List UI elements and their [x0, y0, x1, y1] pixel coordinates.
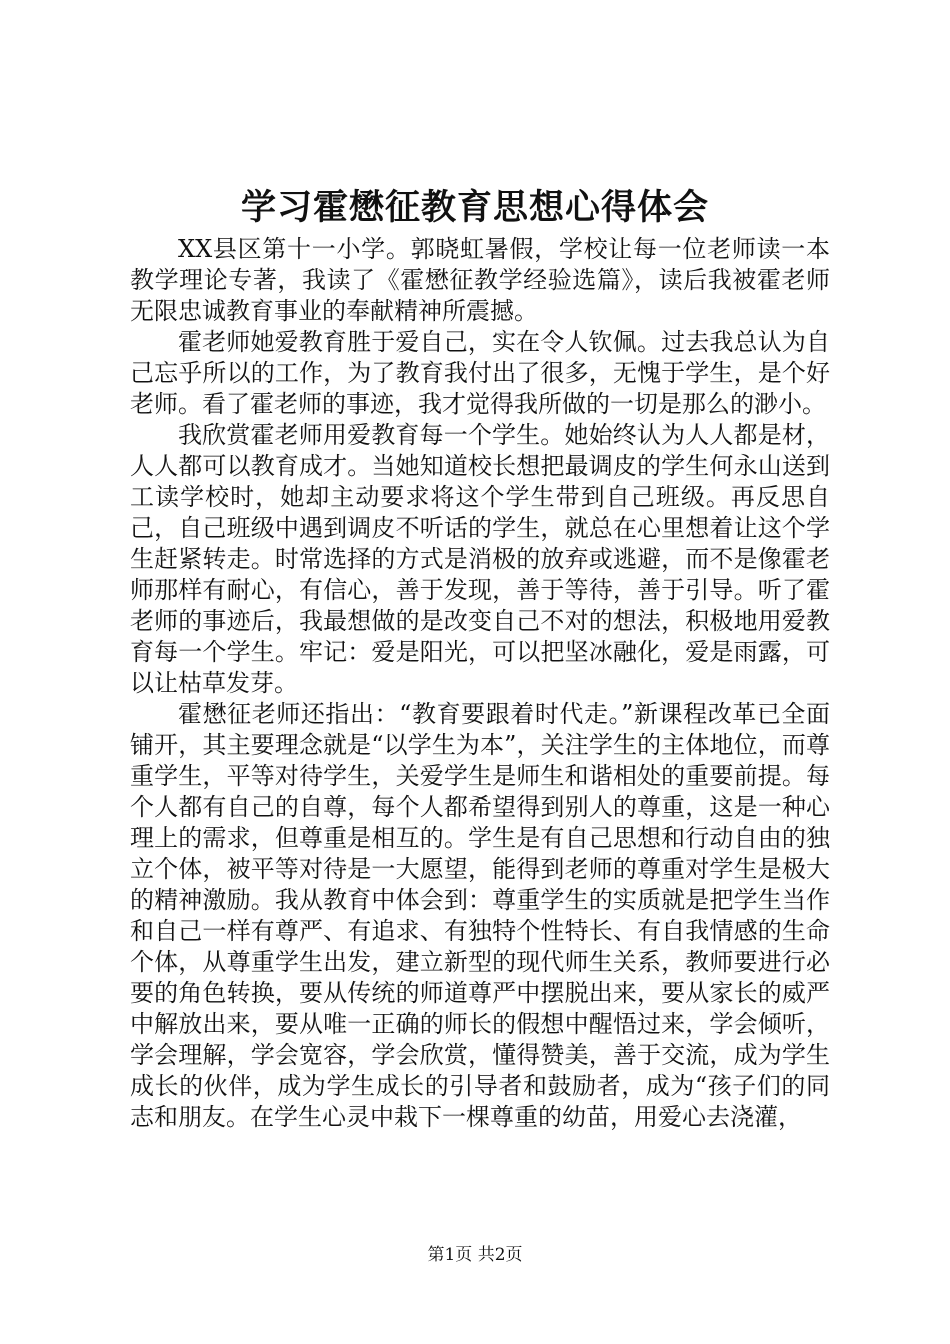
page-number-footer: 第1页 共2页: [427, 1245, 523, 1265]
paragraph-3: 我欣赏霍老师用爱教育每一个学生。她始终认为人人都是材，人人都可以教育成才。当她知道校长想把最调皮的学生何永山送到工读学校时，她却主动要求将这个学生带到自己班级。再反思自己，自己班级中遇到调皮不听话的学生，就总在心里想着让这个学生赶紧转走。时常选择的方式是消极的放弃或逃避，而不是像霍老师那样有耐心，有信心，善于发现，善于等待，善于引导。听了霍老师的事迹后，我最想做的是改变自己不对的想法，积极地用爱教育每一个学生。牢记：爱是阳光，可以把坚冰融化，爱是雨露，可以让枯草发芽。: [130, 421, 830, 697]
document-title: 学习霍懋征教育思想心得体会: [240, 187, 709, 228]
paragraph-1: XX县区第十一小学。郭晓虹暑假，学校让每一位老师读一本教学理论专著，我读了《霍懋征教学经验选篇》，读后我被霍老师无限忠诚教育事业的奉献精神所震撼。: [130, 235, 830, 325]
document-body: [130, 234, 830, 1133]
paragraph-4: 霍懋征老师还指出：“教育要跟着时代走。”新课程改革已全面铺开，其主要理念就是“以学生为本”，关注学生的主体地位，而尊重学生，平等对待学生，关爱学生是师生和谐相处的重要前提。每个人都有自己的自尊，每个人都希望得到别人的尊重，这是一种心理上的需求，但尊重是相互的。学生是有自己思想和行动自由的独立个体，被平等对待是一大愿望，能得到老师的尊重对学生是极大的精神激励。我从教育中体会到：尊重学生的实质就是把学生当作和自己一样有尊严、有追求、有独特个性特长、有自我情感的生命个体，从尊重学生出发，建立新型的现代师生关系，教师要进行必要的角色转换，要从传统的师道尊严中摆脱出来，要从家长的威严中解放出来，要从唯一正确的师长的假想中醒悟过来，学会倾听，学会理解，学会宽容，学会欣赏，懂得赞美，善于交流，成为学生成长的伙伴，成为学生成长的引导者和鼓励者，成为“孩子们的同志和朋友。在学生心灵中栽下一棵尊重的幼苗，用爱心去浇灌，: [130, 700, 830, 1131]
paragraph-2: 霍老师她爱教育胜于爱自己，实在令人钦佩。过去我总认为自己忘乎所以的工作，为了教育我付出了很多，无愧于学生，是个好老师。看了霍老师的事迹，我才觉得我所做的一切是那么的渺小。: [130, 328, 830, 418]
